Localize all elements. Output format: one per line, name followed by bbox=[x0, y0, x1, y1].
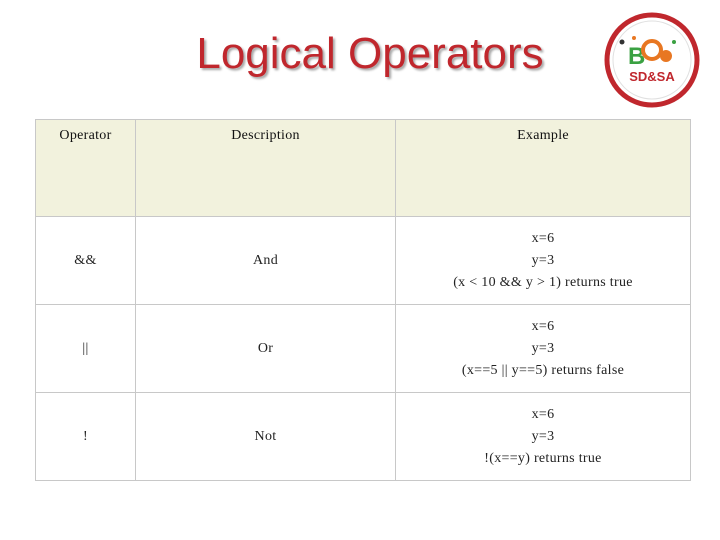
svg-text:B: B bbox=[628, 43, 646, 70]
example-cell bbox=[396, 305, 691, 393]
example-line: !(x==y) returns true bbox=[484, 450, 602, 466]
example-cell bbox=[396, 393, 691, 481]
operator-cell: ! bbox=[36, 393, 136, 481]
table-row bbox=[36, 305, 691, 393]
example-line: y=3 bbox=[531, 340, 555, 356]
table-row bbox=[36, 217, 691, 305]
description-cell: Or bbox=[136, 305, 396, 393]
example-cell bbox=[396, 217, 691, 305]
table-header-row bbox=[36, 120, 691, 217]
example-line: (x==5 || y==5) returns false bbox=[461, 362, 625, 378]
logo-text: SD&SA bbox=[629, 69, 675, 84]
example-line: x=6 bbox=[531, 230, 555, 246]
example-line: y=3 bbox=[531, 428, 555, 444]
example-line: x=6 bbox=[531, 318, 555, 334]
header-example: Example bbox=[396, 120, 691, 217]
example-line: (x < 10 && y > 1) returns true bbox=[453, 274, 633, 290]
bvoc-sdsa-logo-icon bbox=[604, 12, 700, 108]
header-operator: Operator bbox=[36, 120, 136, 217]
operator-cell: || bbox=[36, 305, 136, 393]
example-line: y=3 bbox=[531, 252, 555, 268]
slide-title: Logical Operators bbox=[196, 29, 544, 78]
description-cell: And bbox=[136, 217, 396, 305]
table-row bbox=[36, 393, 691, 481]
description-cell: Not bbox=[136, 393, 396, 481]
header-description: Description bbox=[136, 120, 396, 217]
example-line: x=6 bbox=[531, 406, 555, 422]
operators-table bbox=[35, 119, 691, 481]
operator-cell: && bbox=[36, 217, 136, 305]
